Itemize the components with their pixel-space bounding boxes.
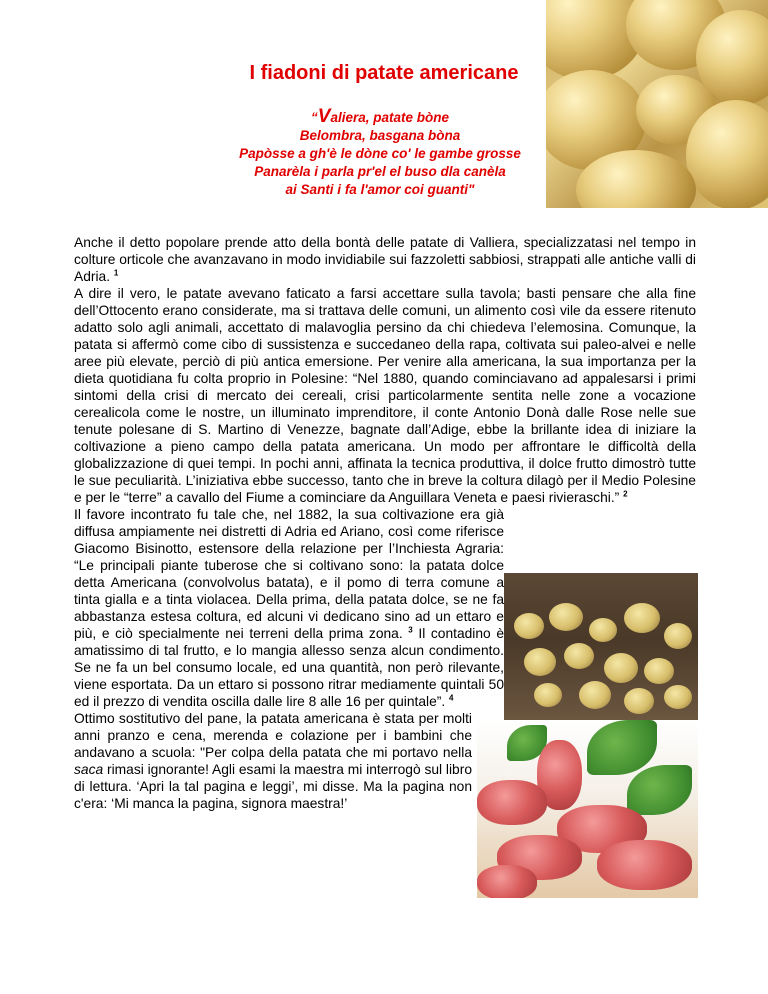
poem-line-2: Belombra, basgana bòna — [299, 128, 461, 143]
paragraph-4: Ottimo sostitutivo del pane, la patata americana è stata per molti anni pranzo e cena, merenda e colazione per i bambini che andavano a scuola: "Per colpa della patata che mi portavo nella saca rimasi ignorante! Agli esami la maestra mi interrogò sul libro di lettura. ‘Apri la tal pagina e leggi’, mi disse. Ma la pagina non c'era: ‘Mi manca la pagina, signora maestra!’ — [74, 711, 472, 811]
page-title: I fiadoni di patate americane — [249, 62, 519, 84]
potatoes-photo-top — [546, 0, 768, 208]
paragraph-3: Il favore incontrato fu tale che, nel 1882, la sua coltivazione era già diffusa ampiamente nei distretti di Adria ed Ariano, così come riferisce Giacomo Bisinotto, estensore della relazione per l’Inchiesta Agraria: “Le principali piante tuberose che si coltivano sono: la patata dolce detta Americana (convolvolus batata), e il pomo di terra comune a tinta gialla e a tinta violacea. Della prima, della patata dolce, se ne fa abbastanza estesa coltura, ed alcuni vi dedicano sino ad un ettaro e più, e ciò specialmente nei terreni della prima zona. $^3$ Il contadino è amatissimo di tal frutto, e lo mangia allesso senza alcun condimento. Se ne fa un bel consumo locale, ed una quantità, non però rilevante, viene esportata. Da un ettaro si possono ritrar mediamente quintali 50 ed il prezzo di vendita oscilla dalle lire 8 alle 16 per quintale”. $^4$ — [74, 507, 504, 709]
paragraph-1: Anche il detto popolare prende atto della bontà delle patate di Valliera, specializzatasi nel tempo in colture orticole che avanzavano in modo invidiabile sui fazzoletti sabbiosi, strappati alle antiche valli di Adria. $^1$ — [74, 235, 696, 284]
poem — [200, 108, 560, 199]
sweet-potatoes-photo — [477, 720, 698, 898]
potatoes-in-soil-photo — [504, 573, 698, 720]
paragraph-2: A dire il vero, le patate avevano faticato a farsi accettare sulla tavola; basti pensare che alla fine dell’Ottocento erano considerate, ma si trattava delle comuni, un alimento così vile da essere ritenuto adatto solo agli animali, accettato di malavoglia persino da chi chiedeva l’elemosina. Comunque, la patata si affermò come cibo di sussistenza e succedaneo della rapa, coltivata sui paleo-alvei e nelle aree più elevate, perciò di più antica emersione. Per venire alla americana, la sua importanza per la dieta quotidiana fu colta proprio in Polesine: “Nel 1880, quando cominciavano ad appalesarsi i primi sintomi della crisi di mercato dei cereali, crisi particolarmente sentita nelle zone a vocazione cerealicola come le nostre, un illuminato imprenditore, il conte Antonio Donà dalle Rose nelle sue tenute polesane di S. Martino di Venezze, bagnate dall’Adige, ebbe la brillante idea di iniziare la coltivazione a pieno campo della patata americana. Un modo per affrontare le difficoltà della globalizzazione di quei tempi. In pochi anni, affinata la tecnica produttiva, il dolce frutto dimostrò tutte le sue peculiarità. L’iniziativa ebbe successo, tanto che in breve la coltura dilagò per il Medio Polesine e per le “terre” a cavallo del Fiume a cominciare da Anguillara Veneta e paesi rivieraschi.” $^2$ — [74, 286, 696, 505]
poem-line-5: ai Santi i fa l'amor coi guanti" — [285, 182, 475, 197]
footnote-ref-2: 2 — [623, 489, 628, 499]
footnote-ref-1: 1 — [113, 268, 119, 278]
poem-line-1: “Valiera, patate bòne — [311, 106, 449, 127]
poem-line-3: Papòsse a gh'è le dòne co' le gambe grosse — [239, 146, 521, 161]
footnote-ref-4: 4 — [449, 693, 454, 703]
footnote-ref-3: 3 — [408, 625, 413, 635]
poem-line-4: Panarèla i parla pr'el el buso dla canèla — [254, 164, 506, 179]
